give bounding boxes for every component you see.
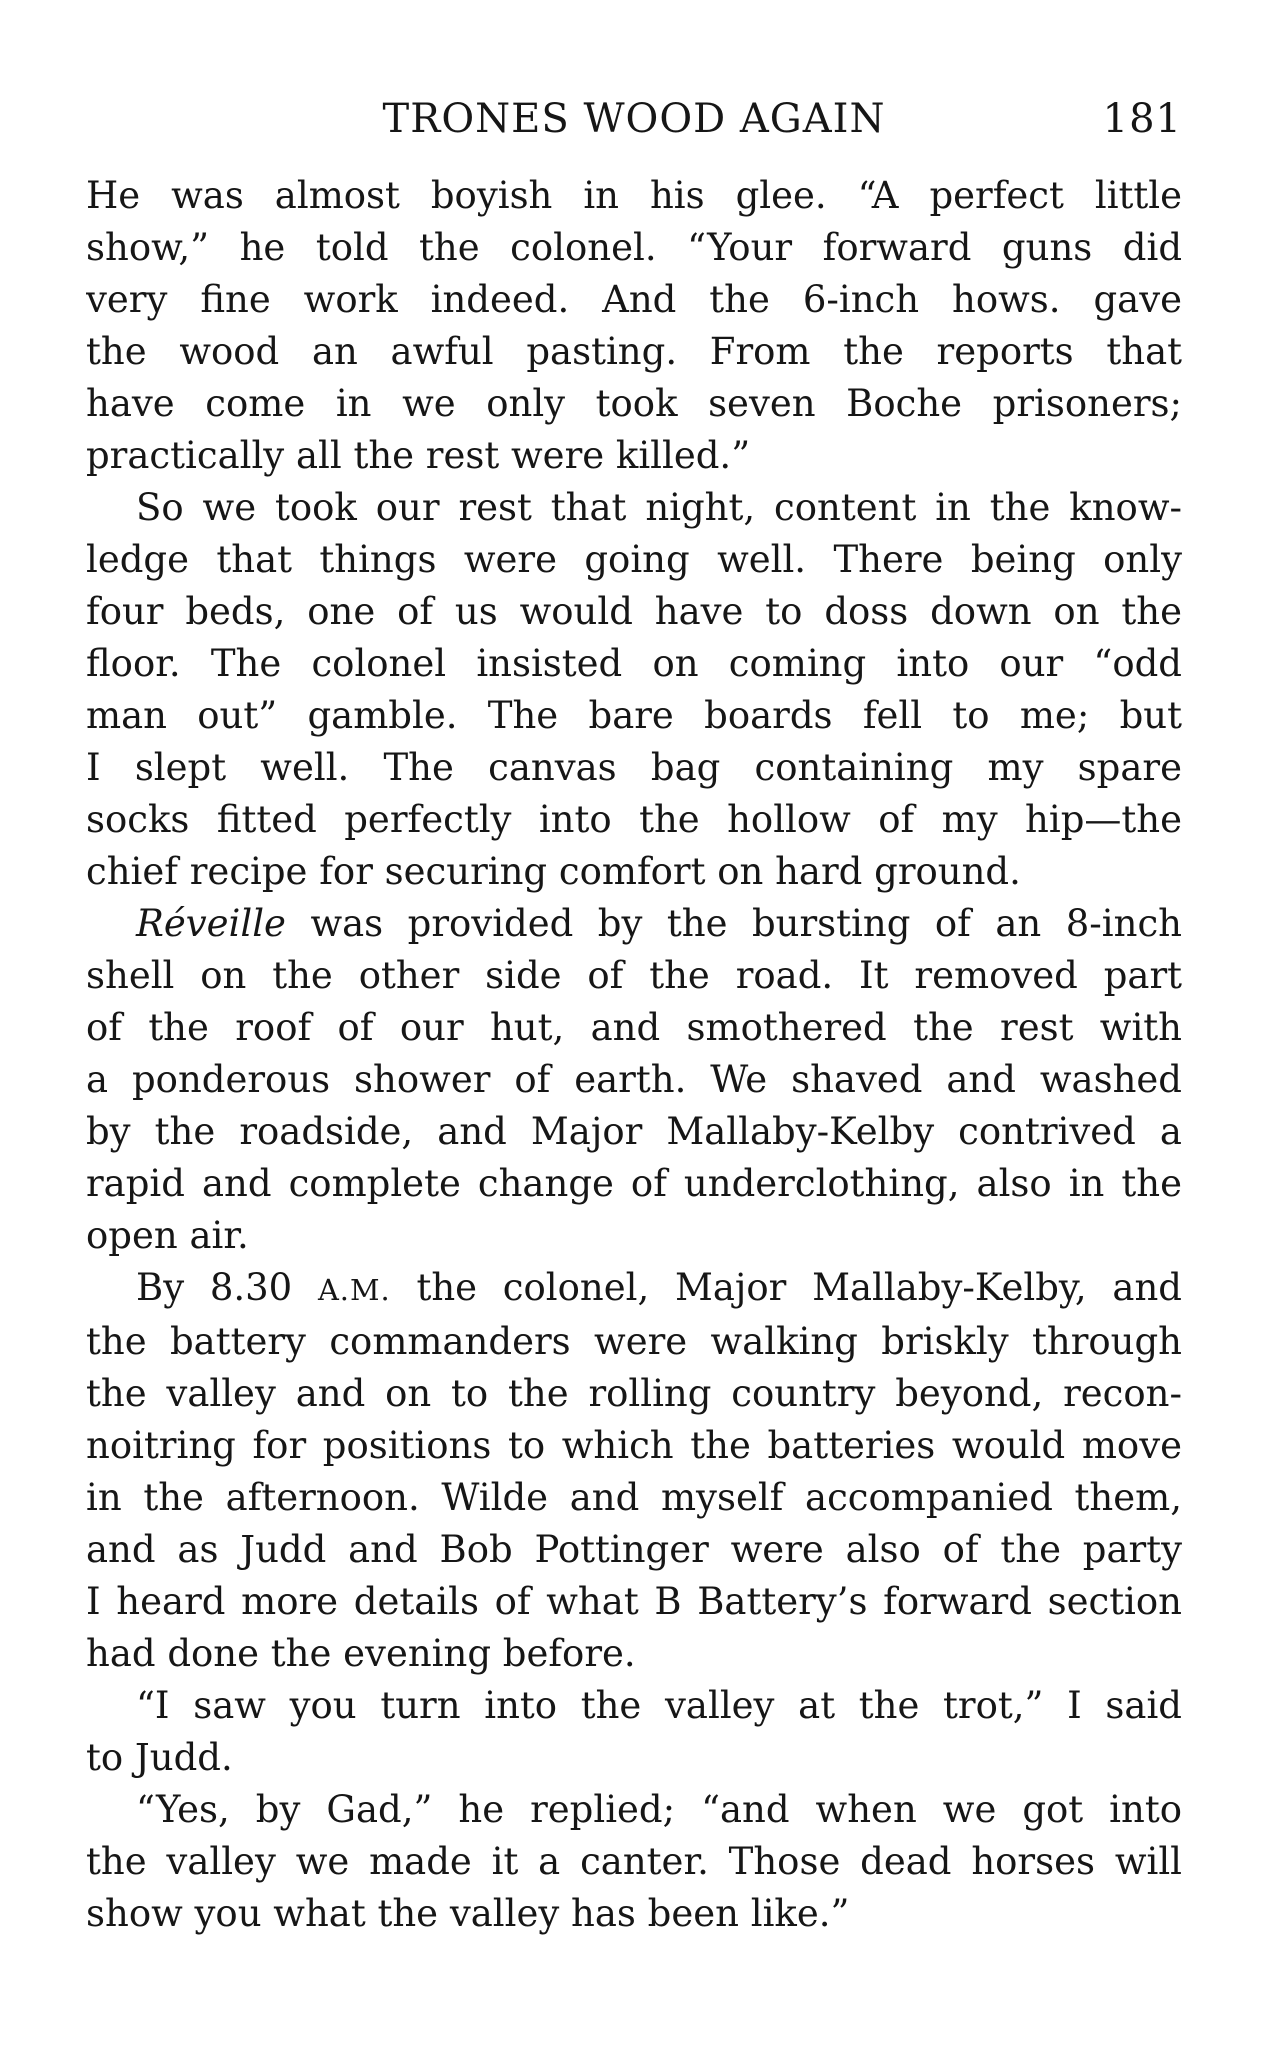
page-number: 181 (1102, 96, 1182, 142)
text-run: By 8.30 (136, 1266, 318, 1309)
text-line (86, 898, 1182, 950)
running-title: TRONES WOOD AGAIN (382, 96, 886, 142)
text-line: man out” gamble. The bare boards fell to me; but (86, 694, 1182, 737)
paragraph-2 (86, 482, 1182, 898)
text-line: a ponderous shower of earth. We shaved and washed (86, 1058, 1182, 1101)
italic-word: Réveille (136, 902, 286, 945)
text-line: the wood an awful pasting. From the reports that (86, 330, 1182, 373)
text-line: have come in we only took seven Boche prisoners; (86, 382, 1182, 425)
text-line: had done the evening before. (86, 1632, 636, 1675)
paragraph-6 (86, 1784, 1182, 1940)
paragraph-4 (86, 1262, 1182, 1680)
text-line: rapid and complete change of underclothing, also in the (86, 1162, 1182, 1205)
text-line: floor. The colonel insisted on coming into our “odd (86, 642, 1182, 685)
text-line: and as Judd and Bob Pottinger were also of the party (86, 1528, 1182, 1571)
text-line: very fine work indeed. And the 6-inch hows. gave (86, 278, 1182, 321)
text-line: of the roof of our hut, and smothered the rest with (86, 1006, 1182, 1049)
body-text (86, 170, 1182, 1940)
text-line: “Yes, by Gad,” he replied; “and when we got into (136, 1788, 1182, 1831)
text-line: by the roadside, and Major Mallaby-Kelby contrived a (86, 1110, 1182, 1153)
paragraph-1 (86, 170, 1182, 482)
running-head (86, 92, 1182, 148)
text-line: the battery commanders were walking briskly through (86, 1320, 1182, 1363)
paragraph-3 (86, 898, 1182, 1262)
text-line: chief recipe for securing comfort on hard ground. (86, 850, 1021, 893)
text-line: ledge that things were going well. There being only (86, 538, 1182, 581)
text-line: “I saw you turn into the valley at the trot,” I said (136, 1684, 1182, 1727)
text-line: I heard more details of what B Battery’s forward section (86, 1580, 1182, 1623)
text-line: the valley we made it a canter. Those dead horses will (86, 1840, 1182, 1883)
text-line: So we took our rest that night, content in the know- (136, 486, 1182, 529)
text-line: show you what the valley has been like.” (86, 1892, 850, 1935)
text-line: to Judd. (86, 1736, 233, 1779)
book-page (86, 92, 1182, 1940)
text-line: show,” he told the colonel. “Your forward guns did (86, 226, 1182, 269)
text-line: four beds, one of us would have to doss down on the (86, 590, 1182, 633)
text-run: was provided by the bursting of an 8-inch (285, 902, 1182, 945)
text-run: the colonel, Major Mallaby-Kelby, and (390, 1266, 1182, 1309)
text-line: shell on the other side of the road. It removed part (86, 954, 1182, 997)
paragraph-5 (86, 1680, 1182, 1784)
text-line: practically all the rest were killed.” (86, 434, 751, 477)
text-line: in the afternoon. Wilde and myself accompanied them, (86, 1476, 1182, 1519)
text-line: noitring for positions to which the batteries would move (86, 1424, 1182, 1467)
text-line (86, 1262, 1182, 1316)
text-line: open air. (86, 1214, 249, 1257)
text-line: socks fitted perfectly into the hollow of my hip—the (86, 798, 1182, 841)
text-line: the valley and on to the rolling country beyond, recon- (86, 1372, 1182, 1415)
text-line: I slept well. The canvas bag containing my spare (86, 746, 1182, 789)
small-caps-abbrev: A.M. (317, 1273, 391, 1307)
text-line: He was almost boyish in his glee. “A perfect little (86, 174, 1182, 217)
